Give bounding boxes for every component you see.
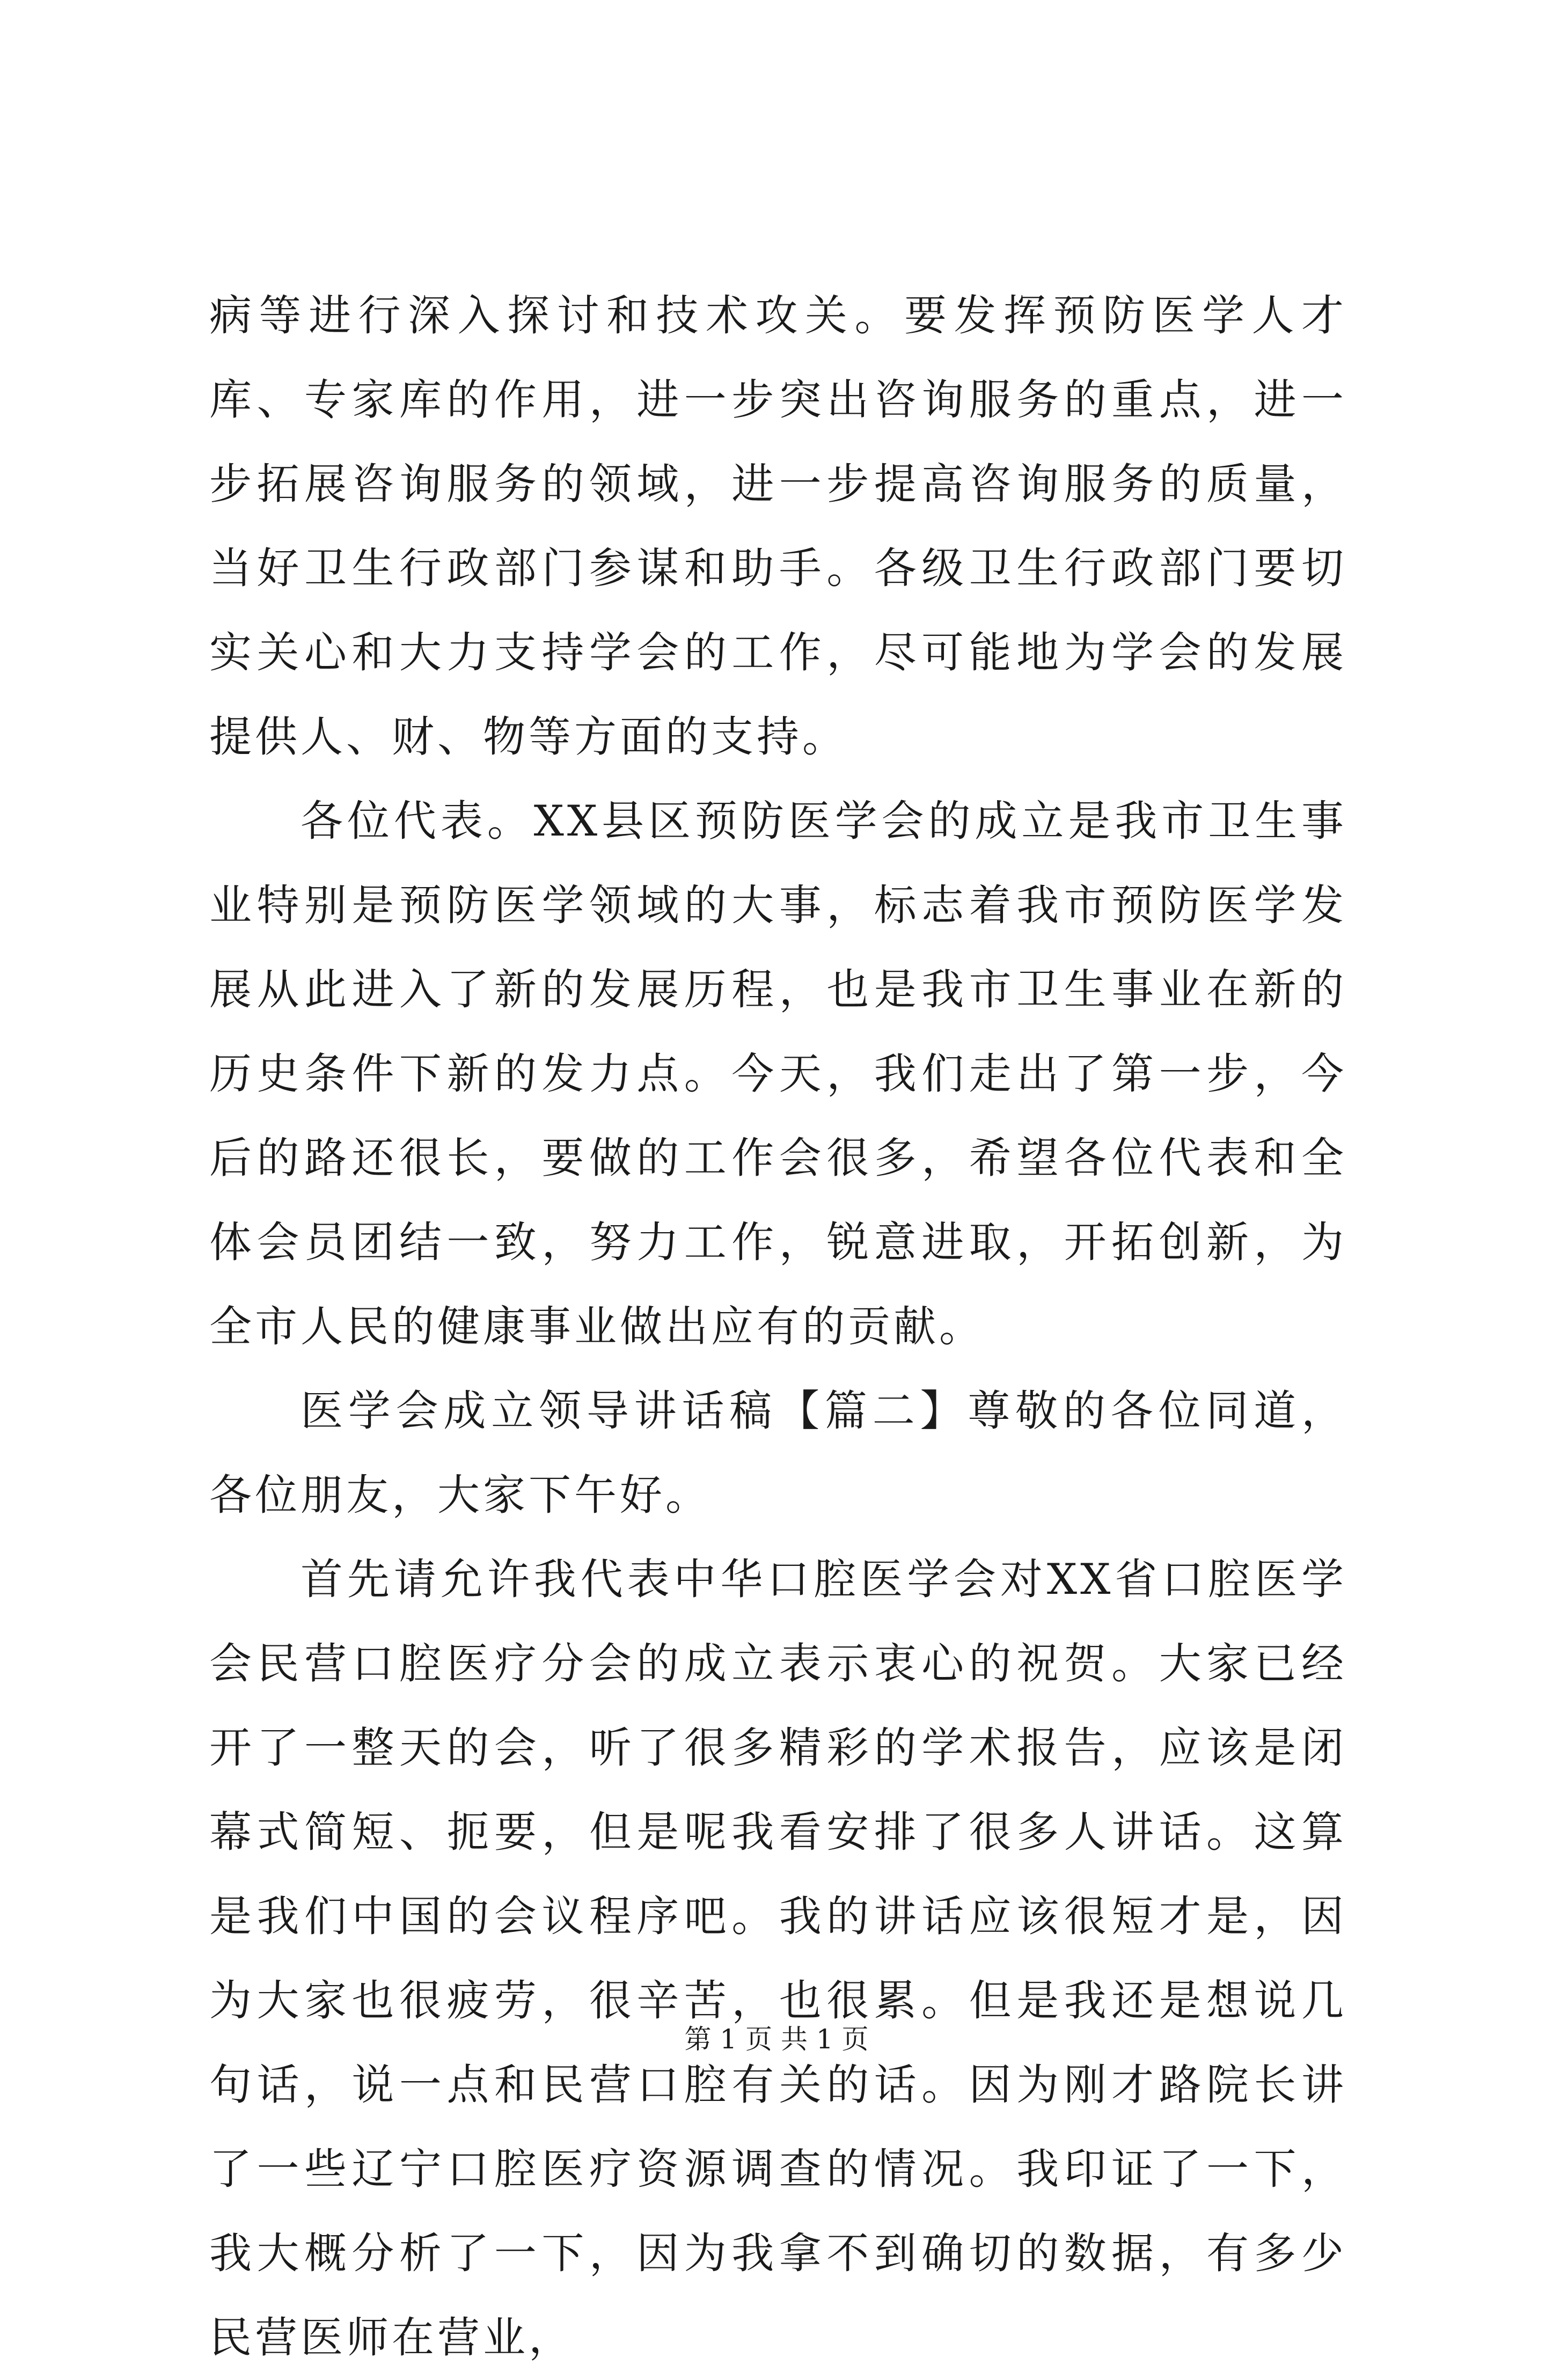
document-body xyxy=(209,274,1347,2380)
paragraph: 首先请允许我代表中华口腔医学会对XX省口腔医学会民营口腔医疗分会的成立表示衷心的祝贺。大家已经开了一整天的会，听了很多精彩的学术报告，应该是闭幕式简短、扼要，但是呢我看安排了很多人讲话。这算是我们中国的会议程序吧。我的讲话应该很短才是，因为大家也很疲劳，很辛苦，也很累。但是我还是想说几句话，说一点和民营口腔有关的话。因为刚才路院长讲了一些辽宁口腔医疗资源调查的情况。我印证了一下，我大概分析了一下，因为我拿不到确切的数据，有多少民营医师在营业， xyxy=(209,1555,1347,2362)
page-number-footer: 第 1 页 共 1 页 xyxy=(684,2024,869,2055)
paragraph: 医学会成立领导讲话稿【篇二】尊敬的各位同道，各位朋友，大家下午好。 xyxy=(209,1386,1347,1520)
paragraph: 各位代表。XX县区预防医学会的成立是我市卫生事业特别是预防医学领域的大事，标志着我市预防医学发展从此进入了新的发展历程，也是我市卫生事业在新的历史条件下新的发力点。今天，我们走出了第一步，今后的路还很长，要做的工作会很多，希望各位代表和全体会员团结一致，努力工作，锐意进取，开拓创新，为全市人民的健康事业做出应有的贡献。 xyxy=(209,796,1347,1351)
paragraph-continuation: 病等进行深入探讨和技术攻关。要发挥预防医学人才库、专家库的作用，进一步突出咨询服务的重点，进一步拓展咨询服务的领域，进一步提高咨询服务的质量，当好卫生行政部门参谋和助手。各级卫生行政部门要切实关心和大力支持学会的工作，尽可能地为学会的发展提供人、财、物等方面的支持。 xyxy=(209,291,1347,761)
